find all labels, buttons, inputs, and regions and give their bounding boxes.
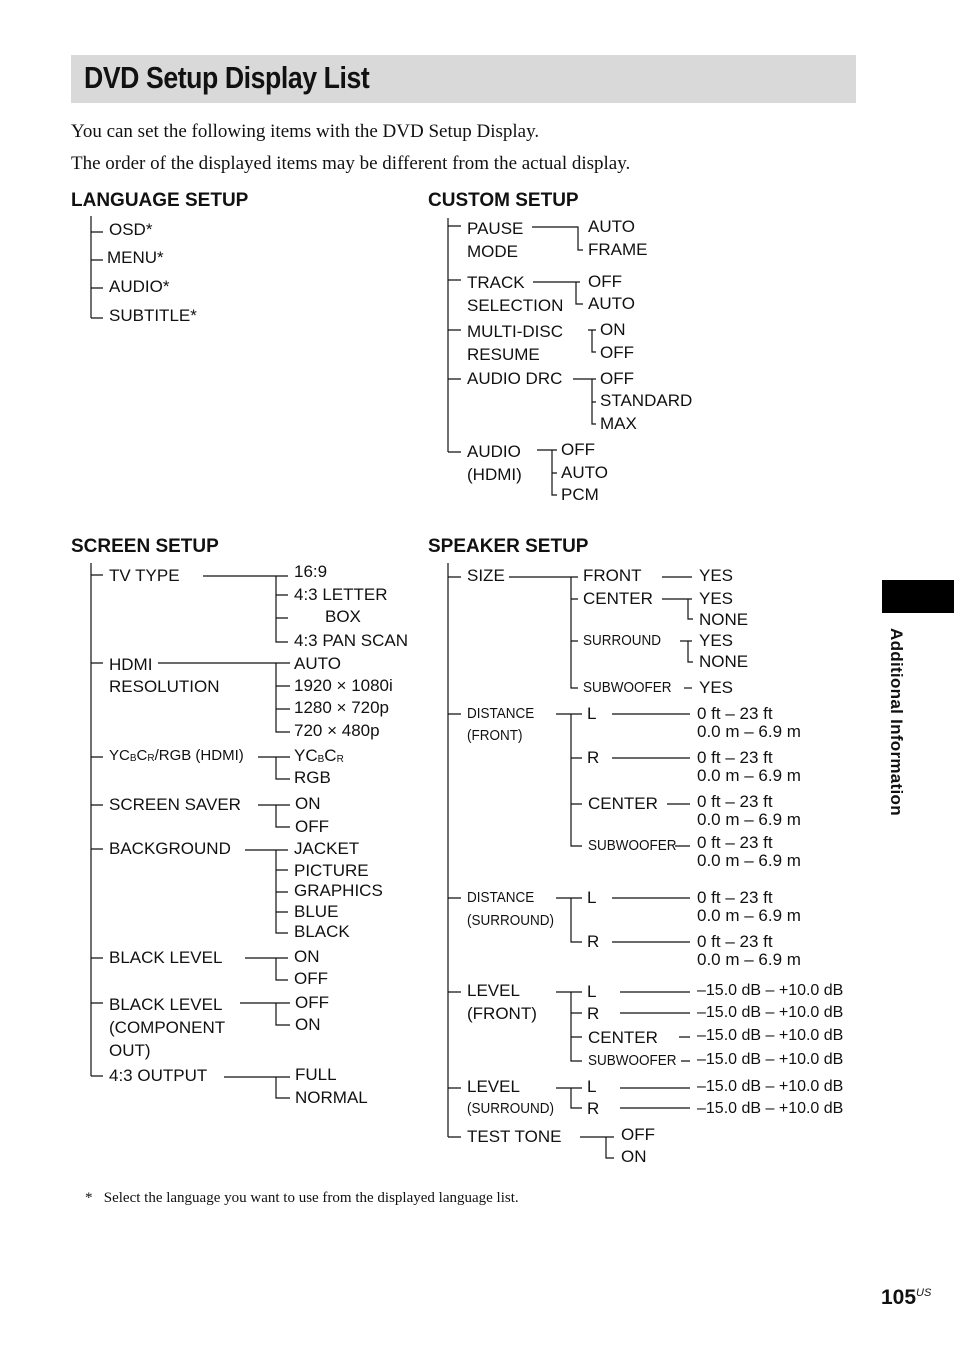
- drc-opt-off[interactable]: OFF: [600, 369, 634, 388]
- dist-front-center-m: 0.0 m – 6.9 m: [697, 810, 801, 829]
- level-front-l[interactable]: L: [587, 982, 597, 1001]
- size-surround-yes[interactable]: YES: [699, 631, 734, 650]
- track-opt-auto[interactable]: AUTO: [588, 294, 635, 313]
- drc-opt-max[interactable]: MAX: [600, 414, 637, 433]
- distance-front-sub: (FRONT): [467, 727, 523, 744]
- intro-line-2: The order of the displayed items may be different from the actual display.: [71, 153, 631, 174]
- speaker-item-level-front[interactable]: LEVEL: [467, 981, 520, 1000]
- hdmi-opt-off[interactable]: OFF: [561, 440, 595, 459]
- size-center-yes[interactable]: YES: [699, 589, 734, 608]
- level-surround-sub: (SURROUND): [467, 1100, 555, 1117]
- speaker-item-distance-surround[interactable]: DISTANCE: [467, 889, 535, 906]
- dist-surr-r-m: 0.0 m – 6.9 m: [697, 950, 801, 969]
- page-title: DVD Setup Display List: [84, 60, 370, 95]
- bg-opt-black[interactable]: BLACK: [294, 922, 350, 941]
- tvtype-opt-pan-scan[interactable]: 4:3 PAN SCAN: [294, 631, 409, 650]
- custom-item-audio-drc[interactable]: AUDIO DRC: [467, 369, 563, 388]
- level-surr-r-db: –15.0 dB – +10.0 dB: [697, 1100, 844, 1117]
- distance-surround-sub: (SURROUND): [467, 912, 555, 929]
- screen-setup-heading: SCREEN SETUP: [71, 536, 219, 557]
- black-comp-opt-off[interactable]: OFF: [295, 993, 329, 1012]
- multidisc-opt-off[interactable]: OFF: [600, 343, 634, 362]
- custom-item-multi-disc-resume[interactable]: MULTI-DISC RESUME: [467, 322, 564, 364]
- pause-opt-auto[interactable]: AUTO: [588, 217, 635, 236]
- dist-front-r-m: 0.0 m – 6.9 m: [697, 766, 801, 785]
- dist-surr-l-ft: 0 ft – 23 ft: [697, 888, 773, 907]
- size-surround[interactable]: SURROUND: [583, 632, 662, 649]
- black-opt-on[interactable]: ON: [294, 947, 320, 966]
- pause-opt-frame[interactable]: FRAME: [588, 240, 648, 259]
- output-opt-full[interactable]: FULL: [295, 1065, 337, 1084]
- custom-item-audio-hdmi[interactable]: AUDIO (HDMI): [467, 442, 522, 484]
- language-item-menu[interactable]: MENU*: [107, 248, 164, 267]
- dist-front-subwoofer[interactable]: SUBWOOFER: [588, 837, 677, 854]
- test-tone-opt-on[interactable]: ON: [621, 1147, 647, 1166]
- saver-opt-on[interactable]: ON: [295, 794, 321, 813]
- side-tab-label: Additional Information: [887, 628, 906, 816]
- screen-item-screen-saver[interactable]: SCREEN SAVER: [109, 795, 241, 814]
- size-front-yes[interactable]: YES: [699, 566, 734, 585]
- hdmi-opt-auto[interactable]: AUTO: [561, 463, 608, 482]
- hdmi-res-opt-1080i[interactable]: 1920 × 1080i: [294, 676, 393, 695]
- screen-item-ycbcr-rgb[interactable]: $YC_BC_R$/RGB (HDMI): [109, 747, 244, 764]
- level-front-l-db: –15.0 dB – +10.0 dB: [697, 982, 844, 999]
- tvtype-opt-16-9[interactable]: 16:9: [294, 562, 328, 581]
- language-setup-heading: LANGUAGE SETUP: [71, 190, 249, 211]
- custom-setup-heading: CUSTOM SETUP: [428, 190, 579, 211]
- level-front-subwoofer[interactable]: SUBWOOFER: [588, 1052, 677, 1069]
- speaker-item-test-tone[interactable]: TEST TONE: [467, 1127, 562, 1146]
- speaker-item-distance-front[interactable]: DISTANCE: [467, 705, 535, 722]
- page-number-value: 105: [881, 1286, 917, 1309]
- dist-surr-l[interactable]: L: [587, 888, 597, 907]
- test-tone-opt-off[interactable]: OFF: [621, 1125, 655, 1144]
- dist-front-subwoofer-ft: 0 ft – 23 ft: [697, 833, 773, 852]
- level-front-subwoofer-db: –15.0 dB – +10.0 dB: [697, 1051, 844, 1068]
- saver-opt-off[interactable]: OFF: [295, 817, 329, 836]
- level-surr-l-db: –15.0 dB – +10.0 dB: [697, 1078, 844, 1095]
- dist-surr-l-m: 0.0 m – 6.9 m: [697, 906, 801, 925]
- hdmi-res-opt-480p[interactable]: 720 × 480p: [294, 721, 380, 740]
- speaker-item-size[interactable]: SIZE: [467, 566, 505, 585]
- black-comp-opt-on[interactable]: ON: [295, 1015, 321, 1034]
- dist-front-l-ft: 0 ft – 23 ft: [697, 704, 773, 723]
- level-front-r[interactable]: R: [587, 1004, 600, 1023]
- level-surr-l[interactable]: L: [587, 1077, 597, 1096]
- language-item-osd[interactable]: OSD*: [109, 220, 153, 239]
- level-front-center[interactable]: CENTER: [588, 1028, 658, 1047]
- screen-item-black-level-component[interactable]: BLACK LEVEL (COMPONENT OUT): [109, 995, 226, 1060]
- dist-surr-r-ft: 0 ft – 23 ft: [697, 932, 773, 951]
- tvtype-opt-letter[interactable]: 4:3 LETTER: [294, 585, 388, 604]
- custom-item-track-selection[interactable]: TRACK SELECTION: [467, 273, 564, 315]
- speaker-item-level-surround[interactable]: LEVEL: [467, 1077, 520, 1096]
- screen-item-background[interactable]: BACKGROUND: [109, 839, 231, 858]
- page-number: [881, 1286, 931, 1310]
- dist-front-r-ft: 0 ft – 23 ft: [697, 748, 773, 767]
- dist-front-subwoofer-m: 0.0 m – 6.9 m: [697, 851, 801, 870]
- screen-item-tv-type[interactable]: TV TYPE: [109, 566, 180, 585]
- ycbcr-label-suffix: /RGB (HDMI): [154, 747, 244, 764]
- screen-item-4-3-output[interactable]: 4:3 OUTPUT: [109, 1066, 208, 1085]
- ycbcr-opt-ycbcr[interactable]: $YC_BC_R$: [294, 746, 344, 765]
- black-opt-off[interactable]: OFF: [294, 969, 328, 988]
- size-front[interactable]: FRONT: [583, 566, 642, 585]
- intro-line-1: You can set the following items with the DVD Setup Display.: [71, 121, 540, 142]
- size-subwoofer-yes[interactable]: YES: [699, 678, 734, 697]
- level-front-r-db: –15.0 dB – +10.0 dB: [697, 1004, 844, 1021]
- level-front-center-db: –15.0 dB – +10.0 dB: [697, 1027, 844, 1044]
- hdmi-res-opt-auto[interactable]: AUTO: [294, 654, 341, 673]
- tvtype-opt-letter-box: BOX: [325, 607, 361, 626]
- bg-opt-blue[interactable]: BLUE: [294, 902, 339, 921]
- size-subwoofer[interactable]: SUBWOOFER: [583, 679, 672, 696]
- language-item-audio[interactable]: AUDIO*: [109, 277, 170, 296]
- ycbcr-opt-rgb[interactable]: RGB: [294, 768, 331, 787]
- footnote: * Select the language you want to use from the displayed language list.: [85, 1190, 519, 1206]
- size-center[interactable]: CENTER: [583, 589, 653, 608]
- dist-front-l-m: 0.0 m – 6.9 m: [697, 722, 801, 741]
- screen-item-black-level[interactable]: BLACK LEVEL: [109, 948, 223, 967]
- level-front-sub: (FRONT): [467, 1004, 537, 1023]
- hdmi-res-opt-720p[interactable]: 1280 × 720p: [294, 698, 390, 717]
- output-opt-normal[interactable]: NORMAL: [295, 1088, 368, 1107]
- dist-surr-r[interactable]: R: [587, 932, 600, 951]
- bg-opt-jacket[interactable]: JACKET: [294, 839, 360, 858]
- multidisc-opt-on[interactable]: ON: [600, 320, 626, 339]
- bg-opt-graphics[interactable]: GRAPHICS: [294, 881, 383, 900]
- page-number-suffix: US: [916, 1287, 932, 1299]
- language-item-subtitle[interactable]: SUBTITLE*: [109, 306, 197, 325]
- custom-item-pause-mode[interactable]: PAUSE MODE: [467, 219, 524, 261]
- screen-item-hdmi-resolution[interactable]: HDMI RESOLUTION: [109, 655, 220, 696]
- side-tab-marker: [882, 580, 954, 613]
- dist-front-r[interactable]: R: [587, 748, 600, 767]
- track-opt-off[interactable]: OFF: [588, 272, 622, 291]
- bg-opt-jacket-picture: PICTURE: [294, 861, 369, 880]
- drc-opt-standard[interactable]: STANDARD: [600, 391, 693, 410]
- dist-front-l[interactable]: L: [587, 704, 597, 723]
- size-surround-none[interactable]: NONE: [699, 652, 749, 671]
- dist-front-center[interactable]: CENTER: [588, 794, 658, 813]
- speaker-setup-heading: SPEAKER SETUP: [428, 536, 589, 557]
- level-surr-r[interactable]: R: [587, 1099, 600, 1118]
- size-center-none[interactable]: NONE: [699, 610, 749, 629]
- dist-front-center-ft: 0 ft – 23 ft: [697, 792, 773, 811]
- hdmi-opt-pcm[interactable]: PCM: [561, 485, 599, 504]
